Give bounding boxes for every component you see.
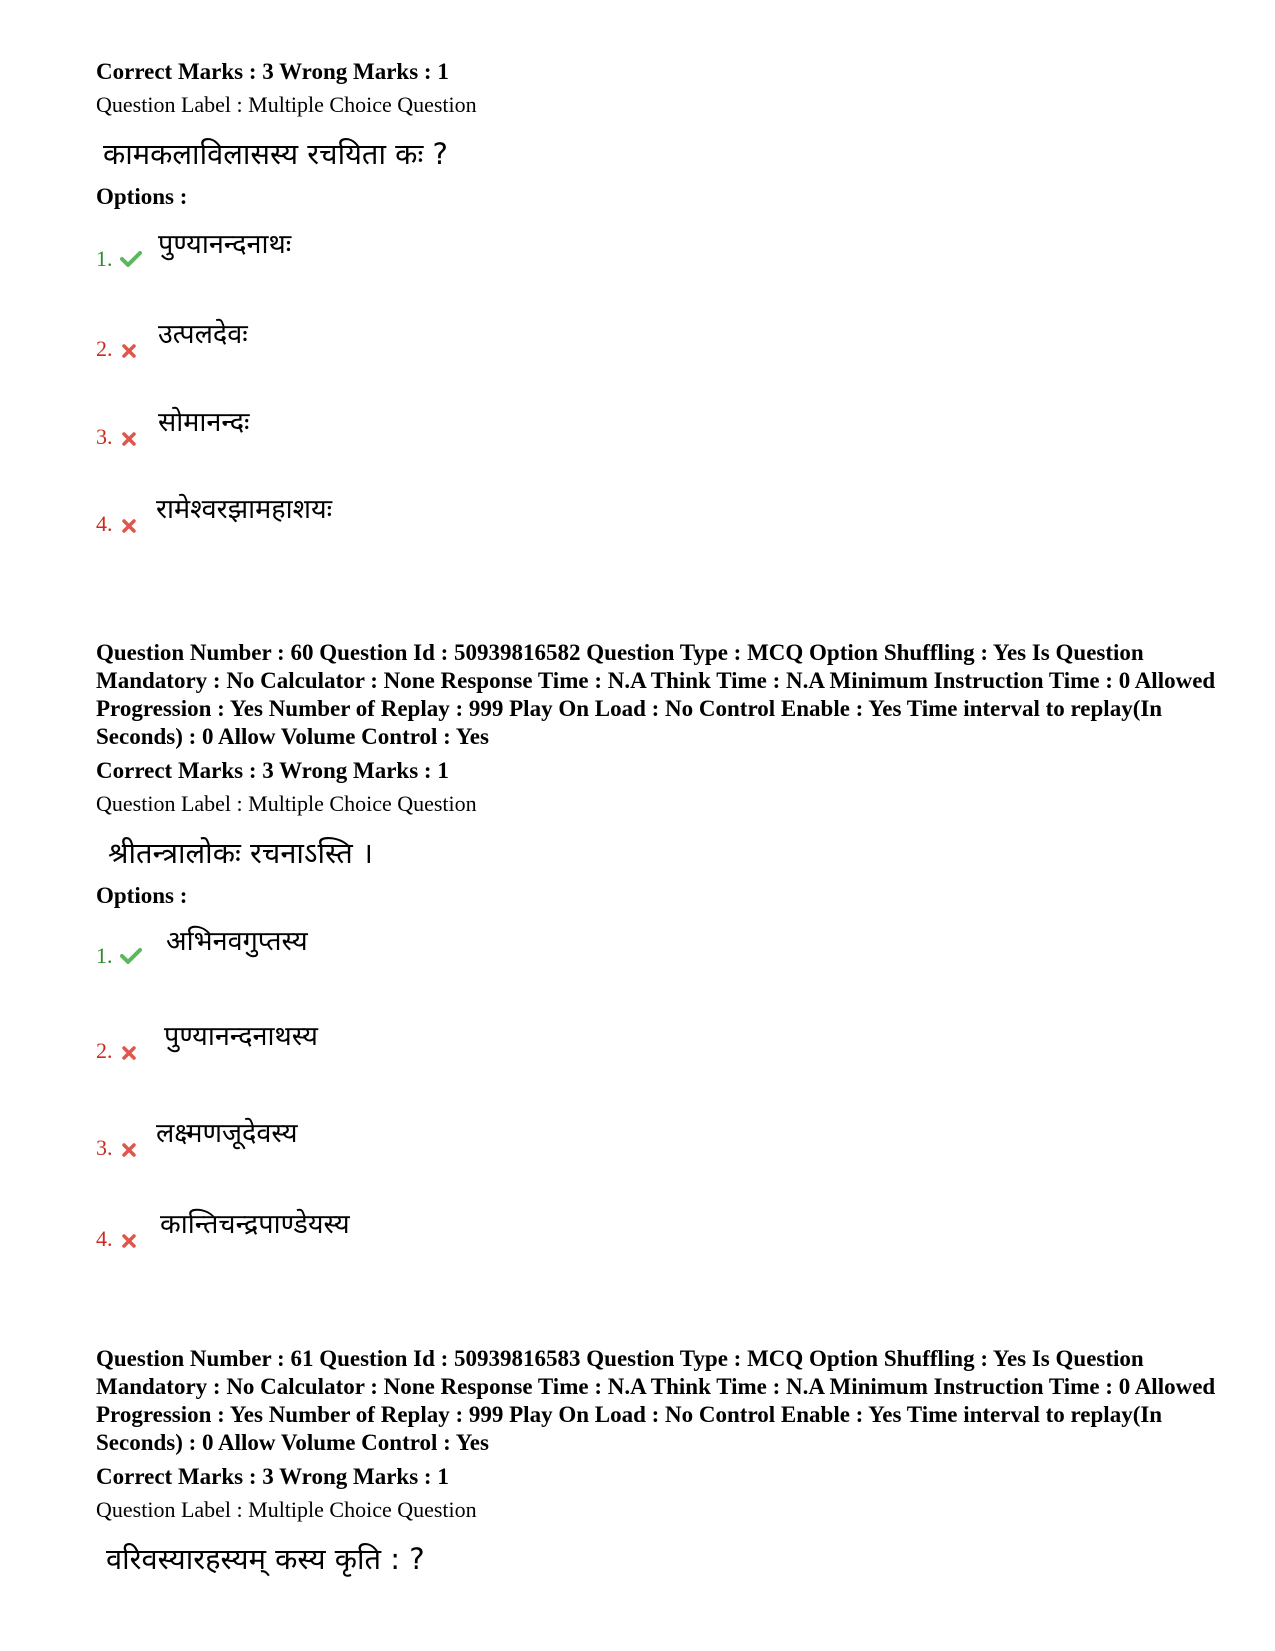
option-number: 2.	[96, 336, 113, 361]
cross-icon	[122, 1046, 136, 1060]
cross-icon	[122, 1234, 136, 1248]
option-text: लक्ष्मणजूदेवस्य	[156, 1118, 298, 1149]
options-heading: Options :	[96, 184, 188, 209]
question-text: कामकलाविलासस्य रचयिता कः ?	[103, 137, 448, 171]
check-icon	[120, 947, 142, 965]
option-number: 3.	[96, 424, 113, 449]
question-label: Question Label : Multiple Choice Question	[96, 1497, 477, 1522]
option-text: उत्पलदेवः	[158, 319, 248, 350]
option-text: अभिनवगुप्तस्य	[166, 926, 308, 957]
check-icon	[120, 250, 142, 268]
cross-icon	[122, 432, 136, 446]
correct-marks: Correct Marks : 3 Wrong Marks : 1	[96, 59, 449, 84]
cross-icon	[122, 1143, 136, 1157]
cross-icon	[122, 519, 136, 533]
option-number: 2.	[96, 1038, 113, 1063]
option-text: कान्तिचन्द्रपाण्डेयस्य	[160, 1209, 350, 1240]
cross-icon	[122, 344, 136, 358]
question-label: Question Label : Multiple Choice Question	[96, 791, 477, 816]
question-text: श्रीतन्त्रालोकः रचनाऽस्ति ।	[108, 836, 373, 870]
option-number: 4.	[96, 511, 113, 536]
question-meta: Question Number : 61 Question Id : 50939816583 Question Type : MCQ Option Shuffling : Yes Is Question Mandatory : No Calculator : None Response Time : N.A Think Time : N.A Minimum Instruction Time : 0 Allowed Progression : Yes Number of Replay : 999 Play On Load : No Control Enable : Yes Time interval to replay(In Seconds) : 0 Allow Volume Control : Yes	[96, 1346, 1216, 1455]
question-label: Question Label : Multiple Choice Question	[96, 92, 477, 117]
correct-marks: Correct Marks : 3 Wrong Marks : 1	[96, 758, 449, 783]
option-text: सोमानन्दः	[158, 407, 250, 438]
option-text: रामेश्वरझामहाशयः	[156, 494, 333, 525]
correct-marks: Correct Marks : 3 Wrong Marks : 1	[96, 1464, 449, 1489]
option-number: 1.	[96, 246, 113, 271]
option-text: पुण्यानन्दनाथः	[158, 229, 292, 260]
options-heading: Options :	[96, 883, 188, 908]
option-text: पुण्यानन्दनाथस्य	[164, 1021, 318, 1052]
option-number: 3.	[96, 1135, 113, 1160]
option-number: 4.	[96, 1226, 113, 1251]
question-meta: Question Number : 60 Question Id : 50939816582 Question Type : MCQ Option Shuffling : Yes Is Question Mandatory : No Calculator : None Response Time : N.A Think Time : N.A Minimum Instruction Time : 0 Allowed Progression : Yes Number of Replay : 999 Play On Load : No Control Enable : Yes Time interval to replay(In Seconds) : 0 Allow Volume Control : Yes	[96, 640, 1216, 749]
option-number: 1.	[96, 943, 113, 968]
question-text: वरिवस्यारहस्यम् कस्य कृति : ?	[106, 1542, 425, 1576]
